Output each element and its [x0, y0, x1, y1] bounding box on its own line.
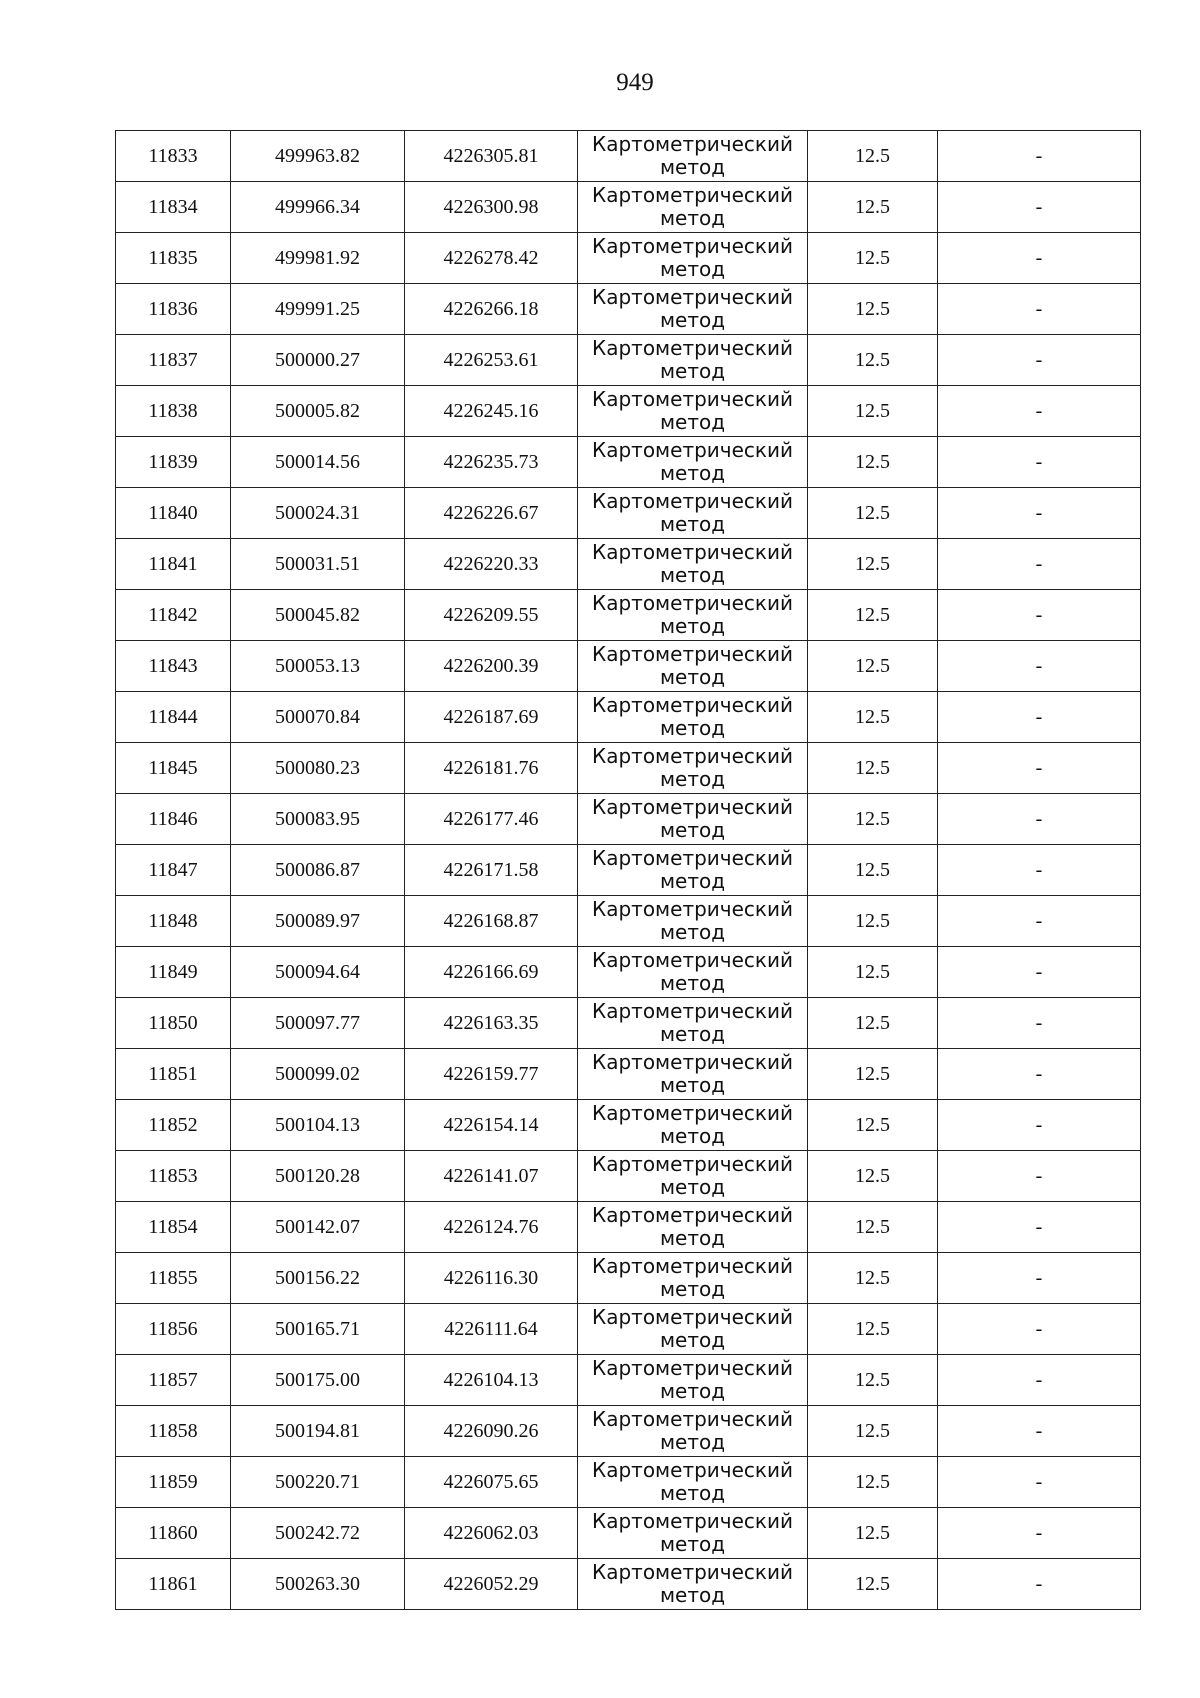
x-coordinate-cell: 500014.56 [231, 437, 405, 488]
x-coordinate-cell: 500080.23 [231, 743, 405, 794]
method-cell [578, 743, 808, 794]
point-number-cell: 11840 [116, 488, 231, 539]
method-line-1: Картометрический [592, 1203, 793, 1227]
point-number-cell: 11858 [116, 1406, 231, 1457]
note-cell: - [938, 998, 1141, 1049]
y-coordinate-cell: 4226090.26 [405, 1406, 578, 1457]
coordinates-table-body [116, 131, 1141, 1610]
y-coordinate-cell: 4226171.58 [405, 845, 578, 896]
accuracy-cell: 12.5 [808, 335, 938, 386]
method-line-1: Картометрический [592, 1509, 793, 1533]
accuracy-cell: 12.5 [808, 131, 938, 182]
x-coordinate-cell: 500156.22 [231, 1253, 405, 1304]
method-line-2: метод [659, 359, 726, 383]
note-cell: - [938, 539, 1141, 590]
method-line-2: метод [659, 1481, 726, 1505]
method-line-2: метод [659, 1430, 726, 1454]
y-coordinate-cell: 4226305.81 [405, 131, 578, 182]
method-line-1: Картометрический [592, 336, 793, 360]
y-coordinate-cell: 4226226.67 [405, 488, 578, 539]
accuracy-cell: 12.5 [808, 794, 938, 845]
accuracy-cell: 12.5 [808, 1559, 938, 1610]
method-line-1: Картометрический [592, 1254, 793, 1278]
x-coordinate-cell: 500089.97 [231, 896, 405, 947]
method-cell [578, 1508, 808, 1559]
point-number-cell: 11856 [116, 1304, 231, 1355]
x-coordinate-cell: 500194.81 [231, 1406, 405, 1457]
method-line-2: метод [659, 1175, 726, 1199]
method-line-1: Картометрический [592, 744, 793, 768]
x-coordinate-cell: 499963.82 [231, 131, 405, 182]
method-line-2: метод [659, 1379, 726, 1403]
x-coordinate-cell: 500263.30 [231, 1559, 405, 1610]
table-row [116, 539, 1141, 590]
method-line-1: Картометрический [592, 948, 793, 972]
x-coordinate-cell: 500120.28 [231, 1151, 405, 1202]
y-coordinate-cell: 4226062.03 [405, 1508, 578, 1559]
method-cell [578, 641, 808, 692]
point-number-cell: 11848 [116, 896, 231, 947]
table-row [116, 1049, 1141, 1100]
table-row [116, 1100, 1141, 1151]
method-line-2: метод [659, 206, 726, 230]
accuracy-cell: 12.5 [808, 947, 938, 998]
method-cell [578, 131, 808, 182]
note-cell: - [938, 1253, 1141, 1304]
y-coordinate-cell: 4226177.46 [405, 794, 578, 845]
note-cell: - [938, 1304, 1141, 1355]
x-coordinate-cell: 500165.71 [231, 1304, 405, 1355]
table-row [116, 1151, 1141, 1202]
table-row [116, 692, 1141, 743]
table-row [116, 131, 1141, 182]
note-cell: - [938, 692, 1141, 743]
note-cell: - [938, 896, 1141, 947]
x-coordinate-cell: 500099.02 [231, 1049, 405, 1100]
y-coordinate-cell: 4226181.76 [405, 743, 578, 794]
method-line-2: метод [659, 716, 726, 740]
table-row [116, 182, 1141, 233]
x-coordinate-cell: 500000.27 [231, 335, 405, 386]
method-line-2: метод [659, 1226, 726, 1250]
table-row [116, 1253, 1141, 1304]
accuracy-cell: 12.5 [808, 1304, 938, 1355]
accuracy-cell: 12.5 [808, 692, 938, 743]
note-cell: - [938, 641, 1141, 692]
method-line-2: метод [659, 1328, 726, 1352]
method-line-1: Картометрический [592, 897, 793, 921]
method-cell [578, 1457, 808, 1508]
x-coordinate-cell: 500070.84 [231, 692, 405, 743]
accuracy-cell: 12.5 [808, 182, 938, 233]
note-cell: - [938, 488, 1141, 539]
point-number-cell: 11851 [116, 1049, 231, 1100]
accuracy-cell: 12.5 [808, 539, 938, 590]
table-row [116, 1355, 1141, 1406]
method-cell [578, 896, 808, 947]
table-row [116, 1508, 1141, 1559]
y-coordinate-cell: 4226141.07 [405, 1151, 578, 1202]
point-number-cell: 11855 [116, 1253, 231, 1304]
accuracy-cell: 12.5 [808, 233, 938, 284]
accuracy-cell: 12.5 [808, 488, 938, 539]
method-cell [578, 1304, 808, 1355]
point-number-cell: 11844 [116, 692, 231, 743]
note-cell: - [938, 794, 1141, 845]
method-cell [578, 233, 808, 284]
x-coordinate-cell: 500142.07 [231, 1202, 405, 1253]
accuracy-cell: 12.5 [808, 1151, 938, 1202]
method-line-1: Картометрический [592, 1458, 793, 1482]
method-cell [578, 182, 808, 233]
method-cell [578, 1151, 808, 1202]
method-cell [578, 488, 808, 539]
table-row [116, 641, 1141, 692]
method-line-1: Картометрический [592, 846, 793, 870]
y-coordinate-cell: 4226111.64 [405, 1304, 578, 1355]
note-cell: - [938, 437, 1141, 488]
x-coordinate-cell: 500005.82 [231, 386, 405, 437]
method-cell [578, 947, 808, 998]
table-row [116, 743, 1141, 794]
y-coordinate-cell: 4226154.14 [405, 1100, 578, 1151]
method-line-2: метод [659, 614, 726, 638]
point-number-cell: 11839 [116, 437, 231, 488]
method-line-2: метод [659, 920, 726, 944]
method-line-1: Картометрический [592, 132, 793, 156]
note-cell: - [938, 386, 1141, 437]
table-row [116, 1304, 1141, 1355]
method-line-1: Картометрический [592, 642, 793, 666]
y-coordinate-cell: 4226163.35 [405, 998, 578, 1049]
note-cell: - [938, 1457, 1141, 1508]
note-cell: - [938, 1151, 1141, 1202]
x-coordinate-cell: 499981.92 [231, 233, 405, 284]
accuracy-cell: 12.5 [808, 1508, 938, 1559]
point-number-cell: 11853 [116, 1151, 231, 1202]
method-cell [578, 1202, 808, 1253]
y-coordinate-cell: 4226209.55 [405, 590, 578, 641]
point-number-cell: 11838 [116, 386, 231, 437]
page-number: 949 [616, 69, 654, 96]
point-number-cell: 11835 [116, 233, 231, 284]
y-coordinate-cell: 4226235.73 [405, 437, 578, 488]
table-row [116, 233, 1141, 284]
y-coordinate-cell: 4226104.13 [405, 1355, 578, 1406]
x-coordinate-cell: 500097.77 [231, 998, 405, 1049]
note-cell: - [938, 233, 1141, 284]
accuracy-cell: 12.5 [808, 1457, 938, 1508]
note-cell: - [938, 845, 1141, 896]
method-line-1: Картометрический [592, 1407, 793, 1431]
method-line-2: метод [659, 155, 726, 179]
point-number-cell: 11852 [116, 1100, 231, 1151]
accuracy-cell: 12.5 [808, 1406, 938, 1457]
method-cell [578, 335, 808, 386]
x-coordinate-cell: 500220.71 [231, 1457, 405, 1508]
accuracy-cell: 12.5 [808, 590, 938, 641]
point-number-cell: 11854 [116, 1202, 231, 1253]
method-cell [578, 1049, 808, 1100]
accuracy-cell: 12.5 [808, 896, 938, 947]
note-cell: - [938, 743, 1141, 794]
method-line-1: Картометрический [592, 489, 793, 513]
note-cell: - [938, 1559, 1141, 1610]
table-row [116, 386, 1141, 437]
point-number-cell: 11842 [116, 590, 231, 641]
accuracy-cell: 12.5 [808, 437, 938, 488]
point-number-cell: 11849 [116, 947, 231, 998]
point-number-cell: 11834 [116, 182, 231, 233]
method-cell [578, 1100, 808, 1151]
table-row [116, 1202, 1141, 1253]
point-number-cell: 11860 [116, 1508, 231, 1559]
note-cell: - [938, 1508, 1141, 1559]
y-coordinate-cell: 4226075.65 [405, 1457, 578, 1508]
method-cell [578, 1253, 808, 1304]
x-coordinate-cell: 500031.51 [231, 539, 405, 590]
method-line-1: Картометрический [592, 591, 793, 615]
point-number-cell: 11861 [116, 1559, 231, 1610]
accuracy-cell: 12.5 [808, 1355, 938, 1406]
point-number-cell: 11845 [116, 743, 231, 794]
point-number-cell: 11846 [116, 794, 231, 845]
note-cell: - [938, 284, 1141, 335]
method-cell [578, 437, 808, 488]
method-line-2: метод [659, 512, 726, 536]
method-line-2: метод [659, 308, 726, 332]
x-coordinate-cell: 499966.34 [231, 182, 405, 233]
method-line-1: Картометрический [592, 693, 793, 717]
y-coordinate-cell: 4226052.29 [405, 1559, 578, 1610]
accuracy-cell: 12.5 [808, 743, 938, 794]
accuracy-cell: 12.5 [808, 386, 938, 437]
coordinates-table [115, 130, 1141, 1610]
point-number-cell: 11850 [116, 998, 231, 1049]
y-coordinate-cell: 4226200.39 [405, 641, 578, 692]
method-line-1: Картометрический [592, 183, 793, 207]
note-cell: - [938, 1100, 1141, 1151]
y-coordinate-cell: 4226245.16 [405, 386, 578, 437]
method-line-1: Картометрический [592, 285, 793, 309]
point-number-cell: 11847 [116, 845, 231, 896]
method-cell [578, 998, 808, 1049]
note-cell: - [938, 1202, 1141, 1253]
accuracy-cell: 12.5 [808, 1100, 938, 1151]
point-number-cell: 11841 [116, 539, 231, 590]
method-line-1: Картометрический [592, 795, 793, 819]
y-coordinate-cell: 4226253.61 [405, 335, 578, 386]
y-coordinate-cell: 4226187.69 [405, 692, 578, 743]
table-row [116, 284, 1141, 335]
method-cell [578, 1559, 808, 1610]
point-number-cell: 11836 [116, 284, 231, 335]
method-line-2: метод [659, 1124, 726, 1148]
x-coordinate-cell: 500083.95 [231, 794, 405, 845]
y-coordinate-cell: 4226159.77 [405, 1049, 578, 1100]
point-number-cell: 11833 [116, 131, 231, 182]
x-coordinate-cell: 500094.64 [231, 947, 405, 998]
table-row [116, 488, 1141, 539]
accuracy-cell: 12.5 [808, 845, 938, 896]
y-coordinate-cell: 4226220.33 [405, 539, 578, 590]
method-line-1: Картометрический [592, 438, 793, 462]
note-cell: - [938, 182, 1141, 233]
y-coordinate-cell: 4226168.87 [405, 896, 578, 947]
y-coordinate-cell: 4226166.69 [405, 947, 578, 998]
method-cell [578, 539, 808, 590]
x-coordinate-cell: 500053.13 [231, 641, 405, 692]
x-coordinate-cell: 500104.13 [231, 1100, 405, 1151]
x-coordinate-cell: 500175.00 [231, 1355, 405, 1406]
table-row [116, 998, 1141, 1049]
method-line-2: метод [659, 410, 726, 434]
method-line-2: метод [659, 1022, 726, 1046]
note-cell: - [938, 1406, 1141, 1457]
method-cell [578, 386, 808, 437]
method-line-1: Картометрический [592, 1101, 793, 1125]
method-cell [578, 794, 808, 845]
method-line-2: метод [659, 665, 726, 689]
table-row [116, 896, 1141, 947]
point-number-cell: 11857 [116, 1355, 231, 1406]
note-cell: - [938, 947, 1141, 998]
point-number-cell: 11837 [116, 335, 231, 386]
accuracy-cell: 12.5 [808, 1253, 938, 1304]
y-coordinate-cell: 4226124.76 [405, 1202, 578, 1253]
method-line-2: метод [659, 818, 726, 842]
method-cell [578, 590, 808, 641]
method-line-2: метод [659, 1532, 726, 1556]
method-line-1: Картометрический [592, 1050, 793, 1074]
x-coordinate-cell: 499991.25 [231, 284, 405, 335]
method-cell [578, 845, 808, 896]
method-line-2: метод [659, 971, 726, 995]
point-number-cell: 11859 [116, 1457, 231, 1508]
method-cell [578, 1406, 808, 1457]
table-row [116, 1559, 1141, 1610]
table-row [116, 794, 1141, 845]
y-coordinate-cell: 4226266.18 [405, 284, 578, 335]
method-line-1: Картометрический [592, 234, 793, 258]
table-row [116, 335, 1141, 386]
table-row [116, 845, 1141, 896]
method-line-2: метод [659, 257, 726, 281]
x-coordinate-cell: 500086.87 [231, 845, 405, 896]
table-row [116, 1406, 1141, 1457]
method-line-1: Картометрический [592, 1560, 793, 1584]
x-coordinate-cell: 500045.82 [231, 590, 405, 641]
method-line-1: Картометрический [592, 999, 793, 1023]
method-line-2: метод [659, 869, 726, 893]
accuracy-cell: 12.5 [808, 1049, 938, 1100]
method-line-2: метод [659, 1583, 726, 1607]
y-coordinate-cell: 4226278.42 [405, 233, 578, 284]
y-coordinate-cell: 4226300.98 [405, 182, 578, 233]
accuracy-cell: 12.5 [808, 998, 938, 1049]
table-row [116, 590, 1141, 641]
method-line-2: метод [659, 1277, 726, 1301]
method-line-2: метод [659, 461, 726, 485]
y-coordinate-cell: 4226116.30 [405, 1253, 578, 1304]
note-cell: - [938, 131, 1141, 182]
method-line-1: Картометрический [592, 540, 793, 564]
accuracy-cell: 12.5 [808, 1202, 938, 1253]
method-line-1: Картометрический [592, 1305, 793, 1329]
x-coordinate-cell: 500242.72 [231, 1508, 405, 1559]
note-cell: - [938, 335, 1141, 386]
method-line-1: Картометрический [592, 1152, 793, 1176]
method-cell [578, 284, 808, 335]
method-line-2: метод [659, 767, 726, 791]
point-number-cell: 11843 [116, 641, 231, 692]
method-cell [578, 692, 808, 743]
accuracy-cell: 12.5 [808, 284, 938, 335]
x-coordinate-cell: 500024.31 [231, 488, 405, 539]
method-line-2: метод [659, 563, 726, 587]
method-line-2: метод [659, 1073, 726, 1097]
table-row [116, 947, 1141, 998]
table-row [116, 1457, 1141, 1508]
accuracy-cell: 12.5 [808, 641, 938, 692]
method-cell [578, 1355, 808, 1406]
method-line-1: Картометрический [592, 1356, 793, 1380]
method-line-1: Картометрический [592, 387, 793, 411]
table-row [116, 437, 1141, 488]
note-cell: - [938, 590, 1141, 641]
note-cell: - [938, 1049, 1141, 1100]
note-cell: - [938, 1355, 1141, 1406]
